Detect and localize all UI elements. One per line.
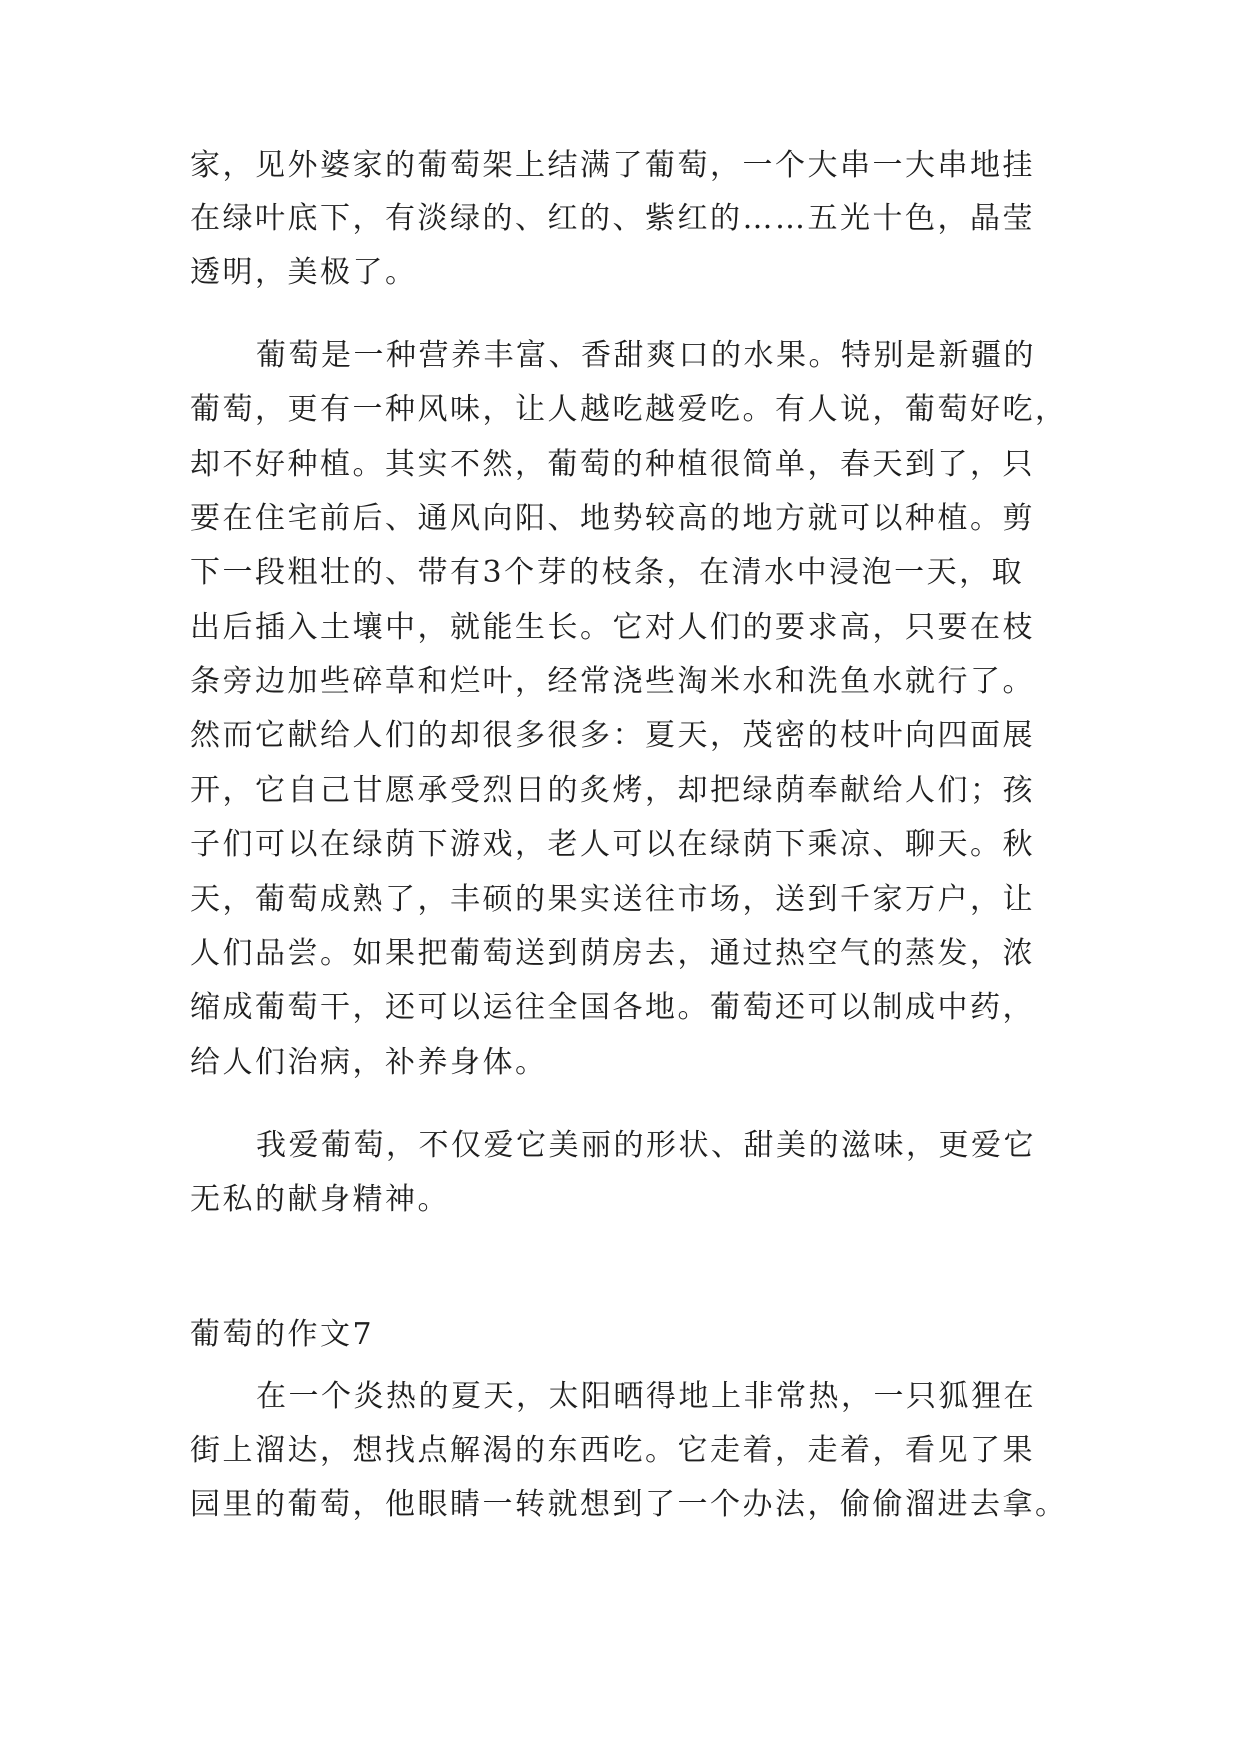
paragraph-2-line-7: 条旁边加些碎草和烂叶，经常浇些淘米水和洗鱼水就行了。 (190, 664, 1035, 699)
paragraph-1-line-2: 在绿叶底下，有淡绿的、红的、紫红的……五光十色，晶莹 (190, 201, 1035, 236)
paragraph-2-line-9: 开，它自己甘愿承受烈日的炙烤，却把绿荫奉献给人们；孩 (190, 773, 1035, 808)
paragraph-2-line-2: 葡萄，更有一种风味，让人越吃越爱吃。有人说，葡萄好吃， (190, 392, 1068, 427)
paragraph-2-line-1: 葡萄是一种营养丰富、香甜爽口的水果。特别是新疆的 (256, 338, 1036, 373)
paragraph-2-line-11: 天，葡萄成熟了，丰硕的果实送往市场，送到千家万户，让 (190, 882, 1035, 917)
paragraph-2-line-14: 给人们治病，补养身体。 (190, 1045, 548, 1080)
paragraph-2-line-13: 缩成葡萄干，还可以运往全国各地。葡萄还可以制成中药， (190, 990, 1035, 1025)
section-title: 葡萄的作文7 (190, 1317, 375, 1352)
paragraph-2-line-10: 子们可以在绿荫下游戏，老人可以在绿荫下乘凉、聊天。秋 (190, 827, 1035, 862)
paragraph-2-line-5: 下一段粗壮的、带有3个芽的枝条，在清水中浸泡一天，取 (190, 555, 1025, 590)
paragraph-4-line-2: 街上溜达，想找点解渴的东西吃。它走着，走着，看见了果 (190, 1433, 1035, 1468)
paragraph-2-line-12: 人们品尝。如果把葡萄送到荫房去，通过热空气的蒸发，浓 (190, 936, 1035, 971)
paragraph-4-line-1: 在一个炎热的夏天，太阳晒得地上非常热，一只狐狸在 (256, 1379, 1036, 1414)
paragraph-2-line-4: 要在住宅前后、通风向阳、地势较高的地方就可以种植。剪 (190, 501, 1035, 536)
paragraph-4-line-3: 园里的葡萄，他眼睛一转就想到了一个办法，偷偷溜进去拿。 (190, 1487, 1068, 1522)
paragraph-1-line-1: 家，见外婆家的葡萄架上结满了葡萄，一个大串一大串地挂 (190, 148, 1035, 183)
paragraph-2-line-3: 却不好种植。其实不然，葡萄的种植很简单，春天到了，只 (190, 447, 1035, 482)
paragraph-2-line-6: 出后插入土壤中，就能生长。它对人们的要求高，只要在枝 (190, 610, 1035, 645)
paragraph-3-line-1: 我爱葡萄，不仅爱它美丽的形状、甜美的滋味，更爱它 (256, 1128, 1036, 1163)
paragraph-1-line-3: 透明，美极了。 (190, 255, 418, 290)
paragraph-3-line-2: 无私的献身精神。 (190, 1182, 450, 1217)
paragraph-2-line-8: 然而它献给人们的却很多很多：夏天，茂密的枝叶向四面展 (190, 718, 1035, 753)
